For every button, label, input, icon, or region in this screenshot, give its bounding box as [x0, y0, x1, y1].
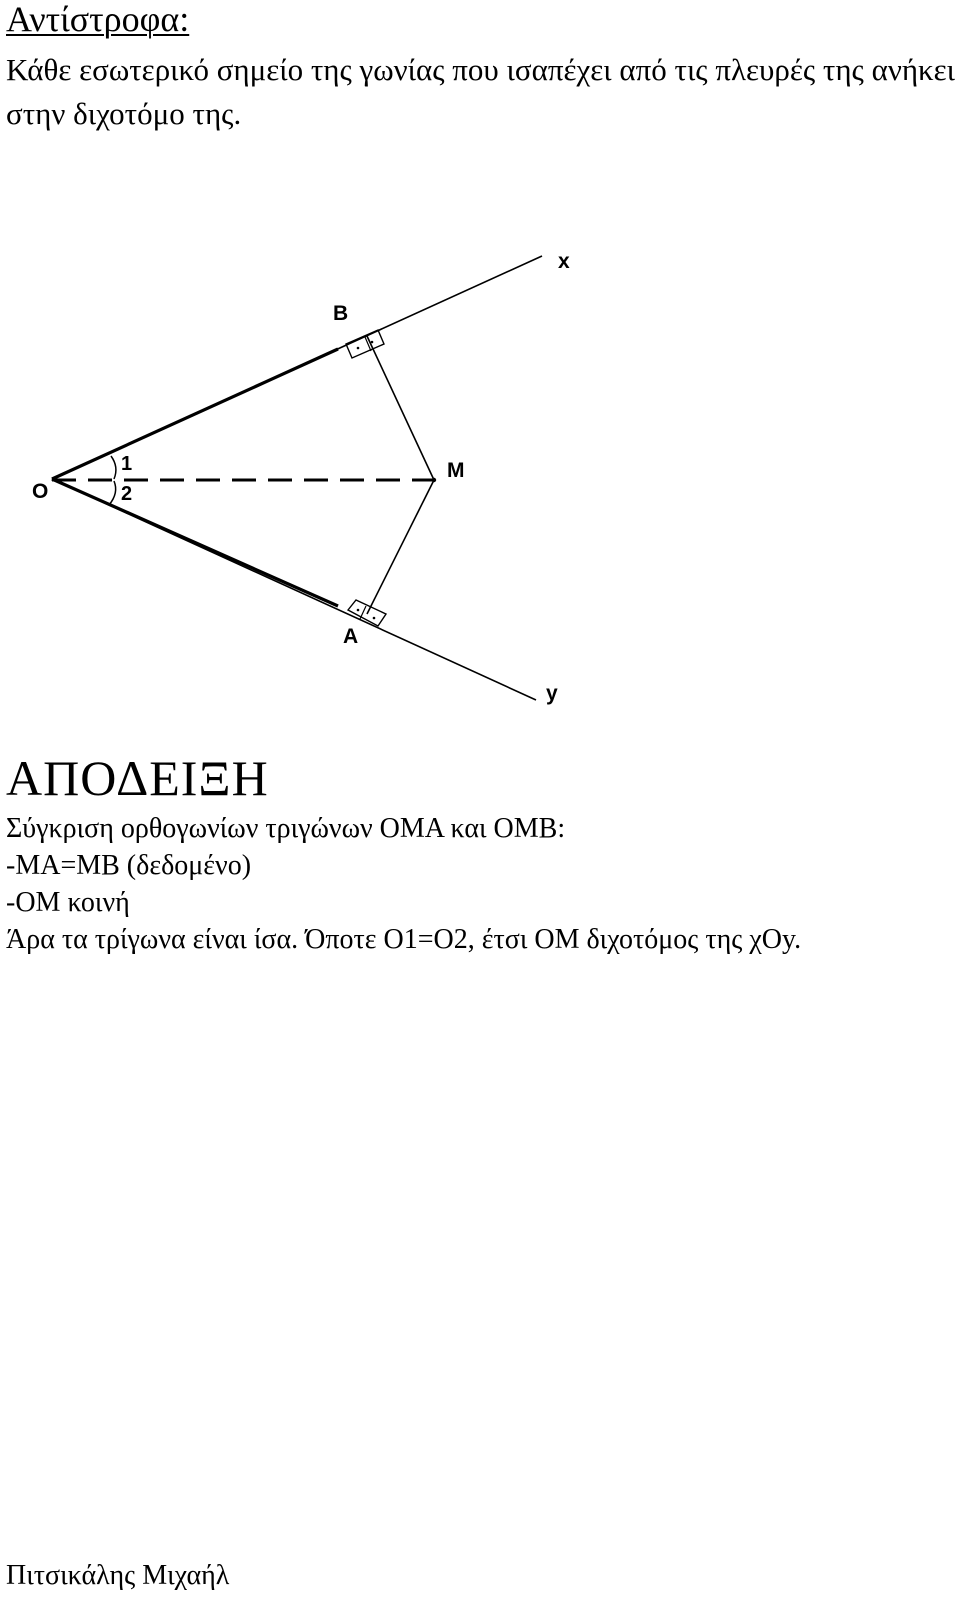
- segment-oa-thick: [52, 479, 338, 606]
- label-o: O: [32, 480, 49, 503]
- proof-heading: ΑΠΟΔΕΙΞΗ: [6, 750, 269, 806]
- label-a: A: [343, 625, 359, 648]
- label-x: x: [558, 250, 570, 273]
- label-2: 2: [121, 483, 133, 505]
- point-m: [432, 478, 436, 482]
- segment-ob-thick: [52, 349, 338, 479]
- proof-line: -ΜΑ=ΜΒ (δεδομένο): [6, 850, 252, 881]
- right-angle-mark-b: [346, 330, 384, 358]
- theorem-statement: Κάθε εσωτερικό σημείο της γωνίας που ισαπέχει από τις πλευρές της ανήκει στην διχοτόμο της.: [6, 52, 956, 131]
- author-name: Πιτσικάλης Μιχαήλ: [6, 1560, 230, 1591]
- proof-body: [6, 810, 956, 958]
- segment-ma: [367, 480, 434, 614]
- proof-line: Άρα τα τρίγωνα είναι ίσα. Όποτε Ο1=Ο2, έτσι ΟΜ διχοτόμος της χOy.: [6, 924, 802, 955]
- label-m: M: [447, 459, 465, 482]
- segment-mb: [367, 336, 434, 480]
- angle-arc-2: [109, 481, 116, 505]
- page-title: Αντίστροφα:: [6, 0, 190, 39]
- label-1: 1: [121, 453, 133, 475]
- geometry-figure: [0, 230, 960, 740]
- label-b: B: [333, 302, 349, 325]
- proof-line: Σύγκριση ορθογωνίων τριγώνων ΟΜΑ και ΟΜΒ:: [6, 813, 566, 844]
- label-y: y: [546, 682, 558, 705]
- angle-arc-1: [111, 456, 116, 479]
- proof-line: -ΟΜ κοινή: [6, 887, 130, 918]
